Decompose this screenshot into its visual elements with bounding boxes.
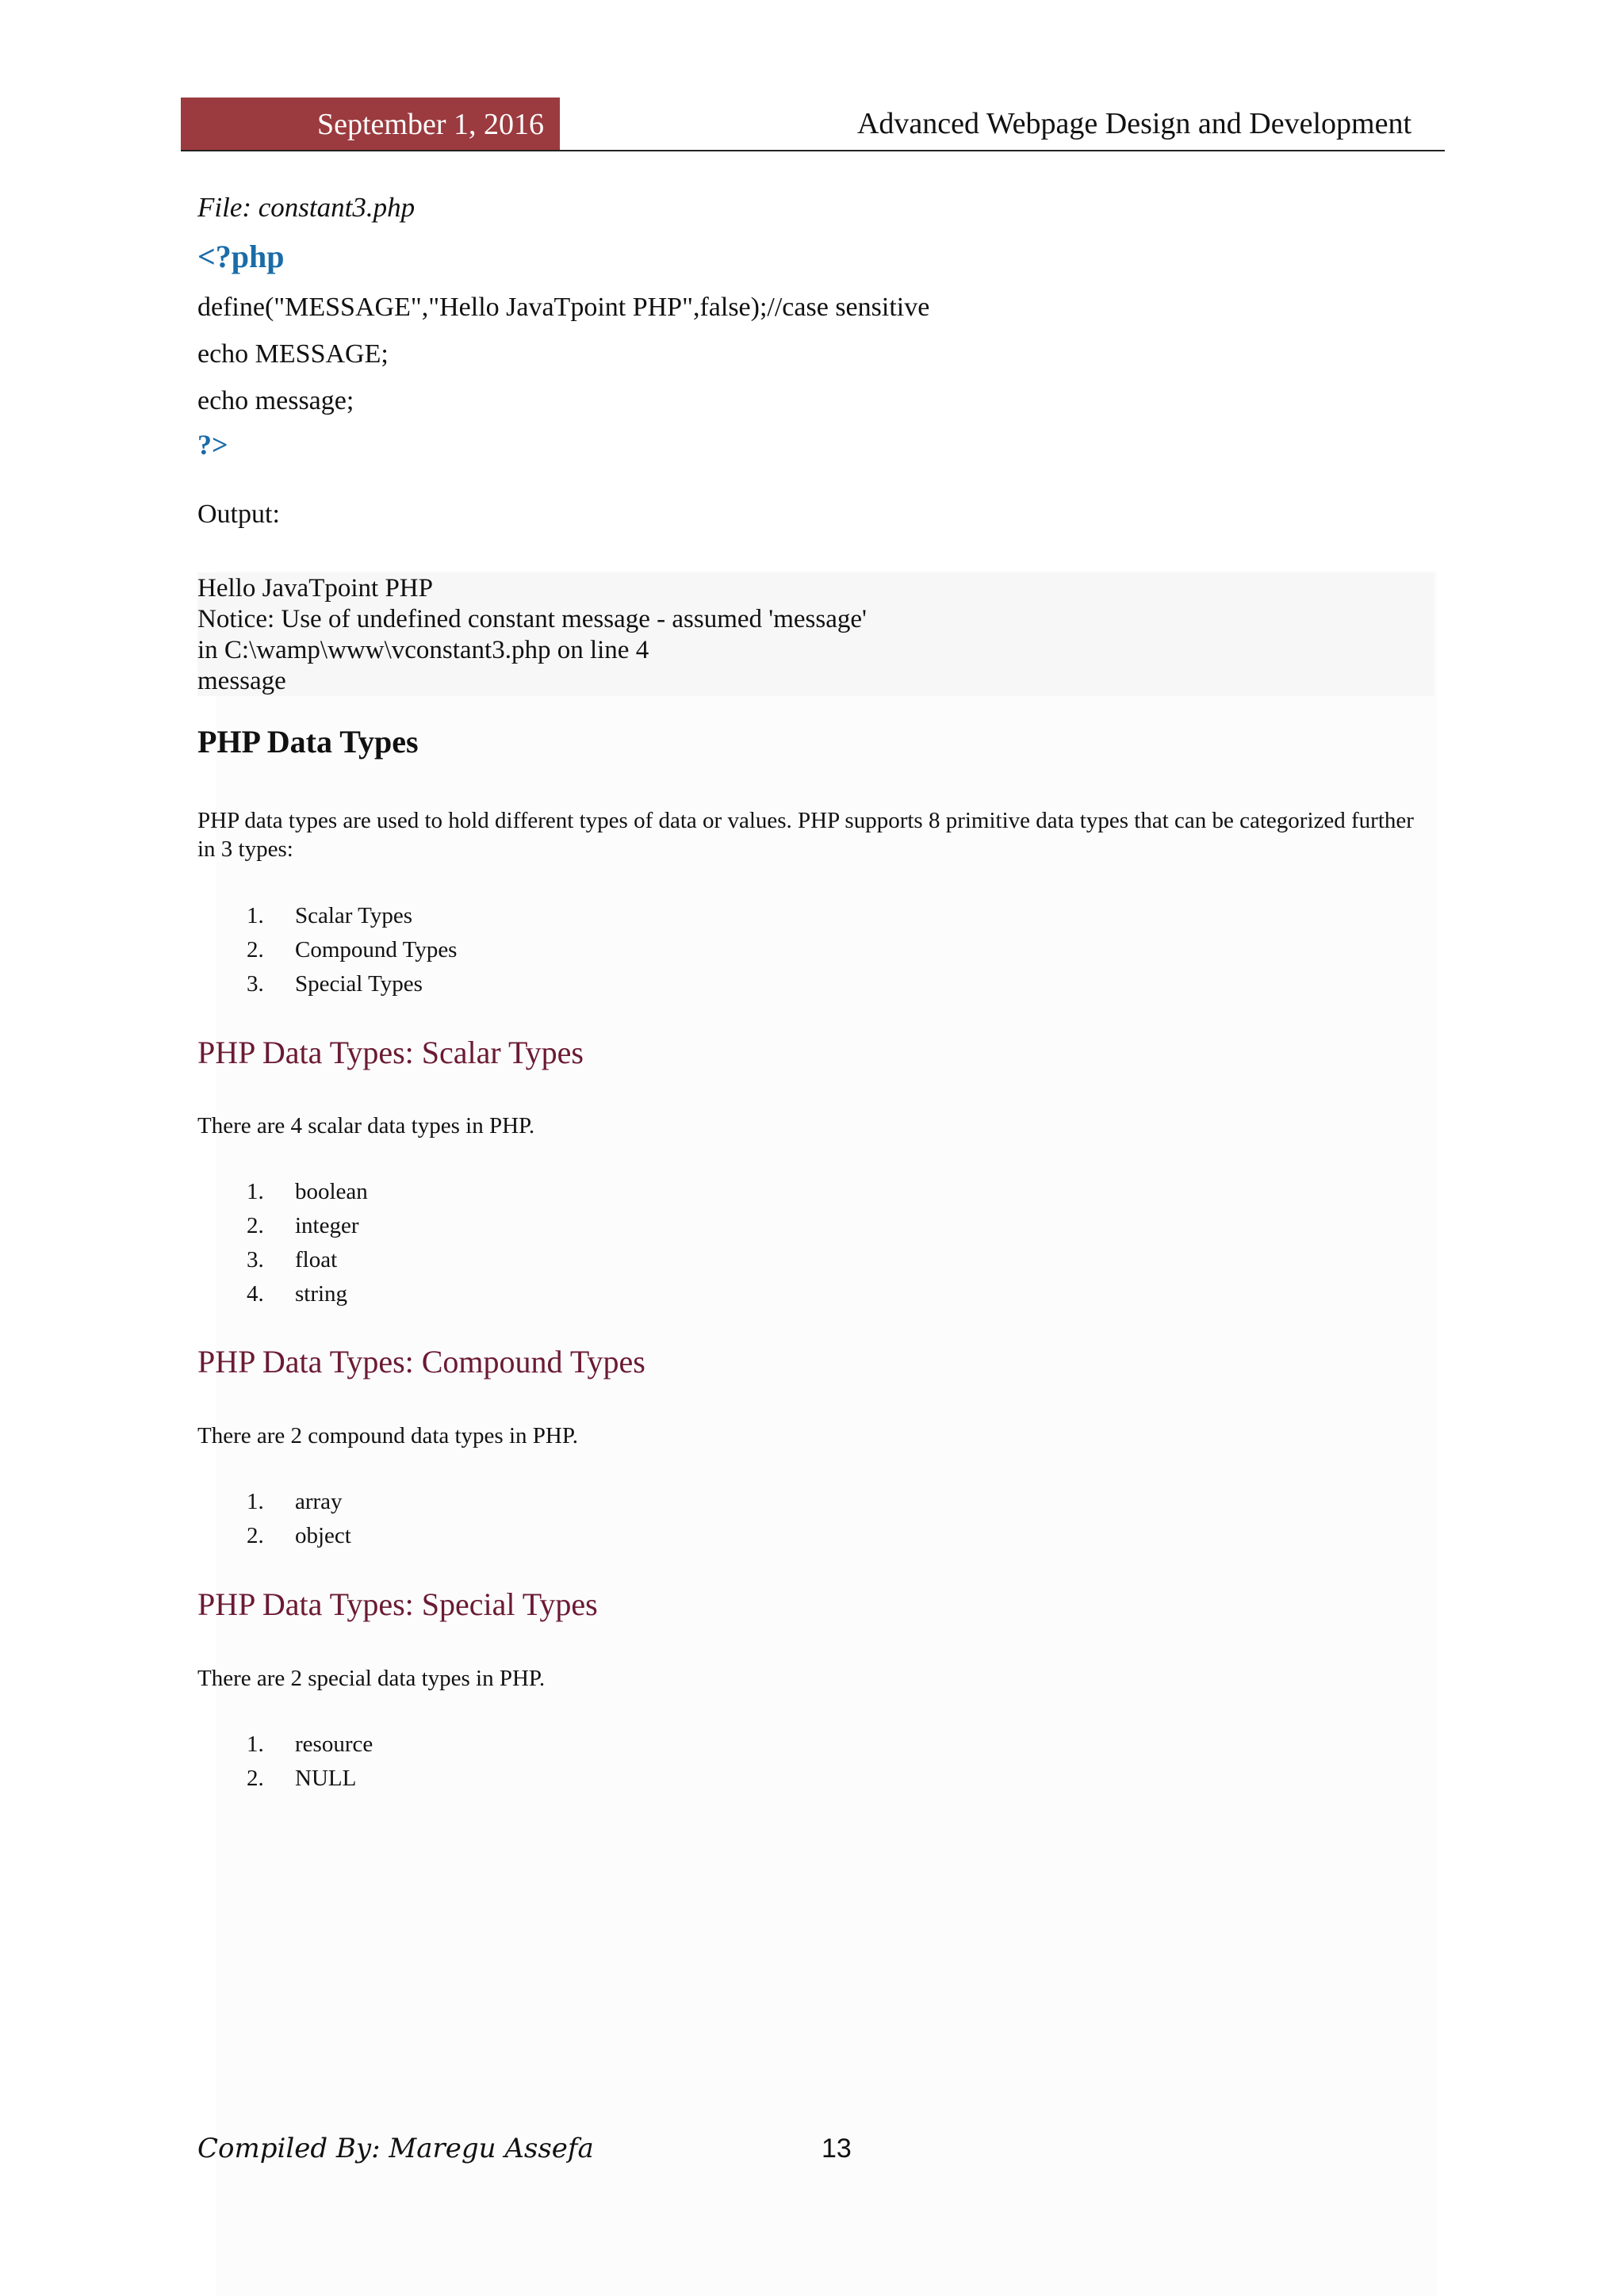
php-close-tag: ?> — [197, 429, 228, 461]
list-number: 3. — [247, 971, 264, 997]
list-label: Special Types — [295, 971, 423, 997]
list-label: boolean — [295, 1179, 368, 1204]
code-line: echo message; — [197, 386, 354, 415]
list-number: 3. — [247, 1247, 264, 1272]
header-date: September 1, 2016 — [181, 98, 560, 151]
list-label: resource — [295, 1732, 373, 1757]
file-label: File: constant3.php — [197, 192, 416, 223]
list-number: 2. — [247, 1523, 264, 1548]
code-line: define("MESSAGE","Hello JavaTpoint PHP",false);//case sensitive — [197, 293, 930, 322]
list-label: array — [295, 1489, 343, 1514]
output-line: message — [197, 667, 286, 695]
special-types-intro: There are 2 special data types in PHP. — [197, 1666, 546, 1691]
list-number: 1. — [247, 1489, 264, 1514]
compound-types-intro: There are 2 compound data types in PHP. — [197, 1423, 579, 1448]
output-line: Hello JavaTpoint PHP — [197, 574, 433, 603]
header-divider — [181, 150, 1445, 151]
list-number: 1. — [247, 1732, 264, 1757]
list-label: object — [295, 1523, 351, 1548]
special-types-heading: PHP Data Types: Special Types — [197, 1586, 598, 1622]
code-line: echo MESSAGE; — [197, 339, 389, 369]
list-number: 2. — [247, 1766, 264, 1791]
list-label: string — [295, 1281, 348, 1307]
list-number: 1. — [247, 1179, 264, 1204]
header-title: Advanced Webpage Design and Development — [856, 107, 1411, 140]
list-label: integer — [295, 1213, 359, 1238]
output-box — [197, 572, 1434, 696]
data-types-intro: PHP data types are used to hold different types of data or values. PHP supports 8 primitive data types that can be categorized further in 3 types: — [197, 808, 1414, 862]
output-line: in C:\wamp\www\vconstant3.php on line 4 — [197, 636, 649, 664]
list-number: 2. — [247, 937, 264, 962]
scalar-types-heading: PHP Data Types: Scalar Types — [197, 1035, 584, 1070]
compound-types-heading: PHP Data Types: Compound Types — [197, 1344, 645, 1380]
section-title: PHP Data Types — [197, 724, 419, 760]
php-open-tag: <?php — [197, 239, 285, 274]
list-label: float — [295, 1247, 338, 1272]
footer-author: Compiled By: Maregu Assefa — [197, 2133, 594, 2164]
list-number: 1. — [247, 903, 264, 928]
list-label: NULL — [295, 1766, 357, 1791]
scalar-types-intro: There are 4 scalar data types in PHP. — [197, 1113, 535, 1138]
list-number: 4. — [247, 1281, 264, 1307]
list-label: Compound Types — [295, 937, 458, 962]
page-number: 13 — [822, 2133, 852, 2164]
output-label: Output: — [197, 499, 280, 529]
list-label: Scalar Types — [295, 903, 413, 928]
list-number: 2. — [247, 1213, 264, 1238]
output-line: Notice: Use of undefined constant message - assumed 'message' — [197, 605, 867, 633]
